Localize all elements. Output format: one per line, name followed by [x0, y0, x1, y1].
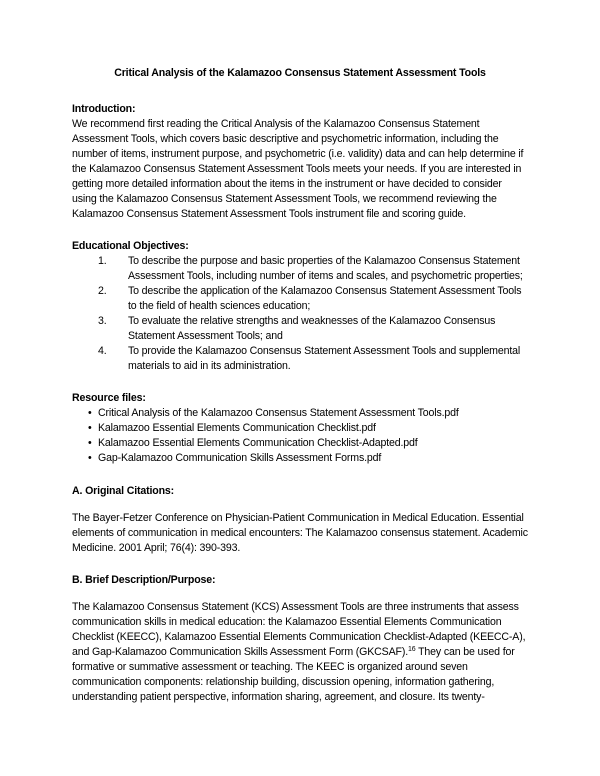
objectives-list [72, 254, 528, 374]
citation-paragraph: The Bayer-Fetzer Conference on Physician-Patient Communication in Medical Education. Essential elements of communication in medical encounters: The Kalamazoo consensus statement. Academic Medicine. 2001 April; 76(4): 390-393. [72, 512, 528, 554]
objective-number: 2. [98, 285, 107, 297]
resources-heading: Resource files: [72, 392, 146, 404]
description-text: The Kalamazoo Consensus Statement (KCS) Assessment Tools are three instruments that assess communication skills in medical education: the Kalamazoo Essential Elements Communication Checklist (KEECC), Kalamazoo Essential Elements Communication Checklist-Adapted (KEECC-A), and Gap-Kalamazoo Communication Skills Assessment Form (GKCSAF). [72, 601, 526, 658]
resource-files-list [72, 406, 528, 466]
objective-text: To provide the Kalamazoo Consensus Statement Assessment Tools and supplemental materials to aid in its administration. [128, 345, 521, 372]
description-paragraph [72, 600, 528, 705]
introduction-paragraph: We recommend first reading the Critical Analysis of the Kalamazoo Consensus Statement Assessment Tools, which covers basic descriptive and psychometric information, including the number of items, instrument purpose, and psychometric (i.e. validity) data and can help determine if the Kalamazoo Consensus Statement Assessment Tools meets your needs. If you are interested in getting more detailed information about the items in the instrument or have decided to consider using the Kalamazoo Consensus Statement Assessment Tools, we recommend reviewing the Kalamazoo Consensus Statement Assessment Tools instrument file and scoring guide. [72, 118, 524, 220]
resource-file-item: • Kalamazoo Essential Elements Communication Checklist-Adapted.pdf [72, 436, 528, 451]
resource-file-item: • Gap-Kalamazoo Communication Skills Assessment Forms.pdf [72, 451, 528, 466]
objective-item [72, 314, 528, 344]
objectives-heading: Educational Objectives: [72, 240, 189, 252]
description-text-continued: They can be used for formative or summative assessment or teaching. The KEEC is organized around seven communication components: relationship building, discussion opening, information gathering, understanding patient perspective, information sharing, agreement, and closure. Its twenty- [72, 646, 515, 703]
spacer [72, 499, 528, 511]
objective-item [72, 284, 528, 314]
footnote-marker: 16 [408, 646, 416, 653]
resource-file-item: • Kalamazoo Essential Elements Communication Checklist.pdf [72, 421, 528, 436]
objective-number: 1. [98, 255, 107, 267]
objective-text: To evaluate the relative strengths and weaknesses of the Kalamazoo Consensus Statement Assessment Tools; and [128, 315, 496, 342]
objective-item [72, 254, 528, 284]
objective-number: 4. [98, 345, 107, 357]
document-title: Critical Analysis of the Kalamazoo Consensus Statement Assessment Tools [114, 67, 486, 79]
description-heading: B. Brief Description/Purpose: [72, 574, 216, 586]
citations-heading: A. Original Citations: [72, 485, 175, 497]
objective-number: 3. [98, 315, 107, 327]
objective-text: To describe the purpose and basic properties of the Kalamazoo Consensus Statement Assessment Tools, including number of items and scales, and psychometric properties; [128, 255, 523, 282]
objective-text: To describe the application of the Kalamazoo Consensus Statement Assessment Tools to the field of health sciences education; [128, 285, 522, 312]
introduction-heading: Introduction: [72, 103, 136, 115]
objective-item [72, 344, 528, 374]
resource-file-item: • Critical Analysis of the Kalamazoo Consensus Statement Assessment Tools.pdf [72, 406, 528, 421]
spacer [72, 588, 528, 600]
